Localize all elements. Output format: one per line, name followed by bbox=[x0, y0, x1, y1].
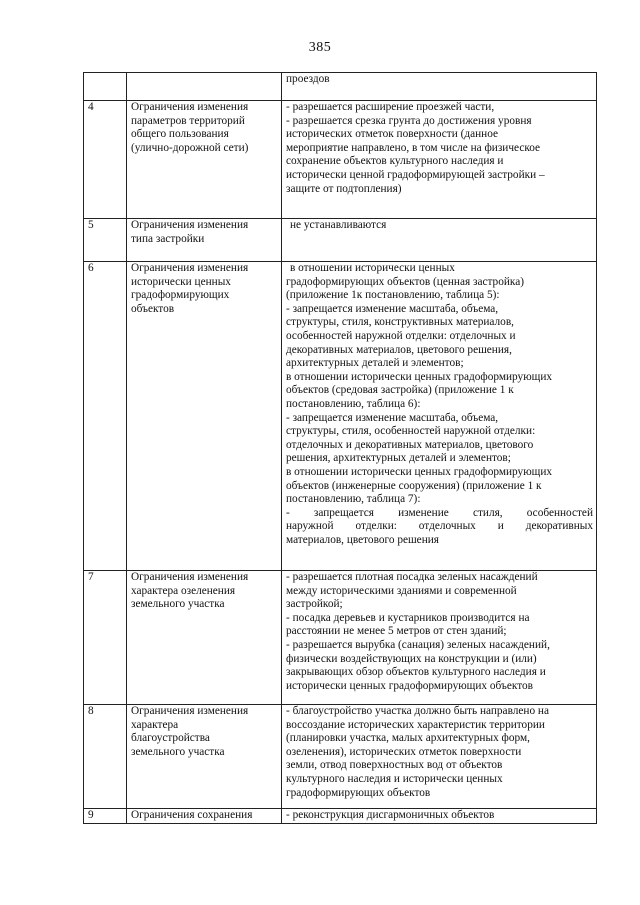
restriction-name-cell bbox=[127, 809, 282, 824]
table-row bbox=[84, 73, 597, 101]
desc-line: в отношении исторически ценных градоформирующих bbox=[286, 370, 553, 383]
name-line: Ограничения изменения bbox=[131, 571, 249, 583]
desc-line: постановлению, таблица 7): bbox=[286, 493, 421, 506]
desc-line: градоформирующих объектов bbox=[286, 786, 431, 799]
desc-line: - разрешается вырубка (санация) зеленых насаждений, bbox=[286, 638, 550, 651]
desc-line: градоформирующих объектов (ценная застройка) bbox=[286, 275, 524, 288]
table-row bbox=[84, 262, 597, 571]
desc-line: в отношении исторически ценных градоформирующих bbox=[286, 465, 553, 478]
row-number-cell: 5 bbox=[84, 219, 127, 262]
desc-line: исторически ценных градоформирующих объектов bbox=[286, 679, 533, 692]
restriction-name-cell bbox=[127, 101, 282, 219]
desc-line: материалов, цветового решения bbox=[286, 533, 439, 546]
desc-line: (планировки участка, малых архитектурных форм, bbox=[286, 732, 530, 745]
restriction-name-cell bbox=[127, 219, 282, 262]
name-line: Ограничения изменения bbox=[131, 705, 249, 717]
desc-line: постановлению, таблица 6): bbox=[286, 397, 421, 410]
desc-line: объектов (инженерные сооружения) (приложение 1 к bbox=[286, 479, 542, 492]
restriction-desc-cell bbox=[282, 705, 597, 809]
restriction-desc-cell bbox=[282, 219, 597, 262]
table-row bbox=[84, 809, 597, 824]
desc-line: - благоустройство участка должно быть направлено на bbox=[286, 705, 549, 717]
name-line: Ограничения сохранения bbox=[131, 809, 253, 821]
desc-line: структуры, стиля, особенностей наружной отделки: bbox=[286, 425, 536, 438]
name-line: типа застройки bbox=[131, 232, 205, 245]
restriction-desc-cell bbox=[282, 73, 597, 101]
restriction-name-cell bbox=[127, 262, 282, 571]
table-row bbox=[84, 705, 597, 809]
name-line: земельного участка bbox=[131, 598, 225, 611]
row-number-cell: 4 bbox=[84, 101, 127, 219]
desc-line: проездов bbox=[286, 73, 330, 85]
row-number-cell: 7 bbox=[84, 571, 127, 705]
desc-line: декоративных материалов, цветового решения, bbox=[286, 343, 512, 356]
desc-line: земли, отвод поверхностных вод от объектов bbox=[286, 759, 503, 772]
row-number-cell: 6 bbox=[84, 262, 127, 571]
page-number: 385 bbox=[308, 40, 332, 55]
desc-line: особенностей наружной отделки: отделочных и bbox=[286, 329, 516, 342]
name-line: характера bbox=[131, 718, 179, 731]
desc-line: отделочных и декоративных материалов, цветового bbox=[286, 438, 534, 451]
desc-line: между историческими зданиями и современной bbox=[286, 584, 517, 597]
desc-line: застройкой; bbox=[286, 598, 343, 611]
desc-line: не устанавливаются bbox=[290, 219, 387, 231]
desc-line: исторических отметок поверхности (данное bbox=[286, 128, 499, 141]
desc-line: - посадка деревьев и кустарников производится на bbox=[286, 611, 530, 624]
name-line: земельного участка bbox=[131, 745, 225, 758]
desc-line: - разрешается плотная посадка зеленых насаждений bbox=[286, 571, 538, 583]
desc-line: закрывающих обзор объектов культурного наследия и bbox=[286, 666, 546, 679]
restriction-desc-cell bbox=[282, 262, 597, 571]
desc-line: объектов (средовая застройка) (приложение 1 к bbox=[286, 384, 514, 397]
table-row bbox=[84, 571, 597, 705]
row-number-cell bbox=[84, 73, 127, 101]
row-number-cell: 8 bbox=[84, 705, 127, 809]
name-line: объектов bbox=[131, 302, 175, 315]
desc-line: культурного наследия и исторически ценных bbox=[286, 772, 503, 785]
table-row bbox=[84, 219, 597, 262]
desc-line: - разрешается срезка грунта до достижения уровня bbox=[286, 114, 532, 127]
desc-line: защите от подтопления) bbox=[286, 182, 402, 195]
restriction-name-cell bbox=[127, 705, 282, 809]
desc-line: (приложение 1к постановлению, таблица 5): bbox=[286, 289, 500, 302]
name-line: параметров территорий bbox=[131, 114, 245, 127]
desc-line: архитектурных деталей и элементов; bbox=[286, 357, 464, 370]
desc-line: мероприятие направлено, в том числе на физическое bbox=[286, 141, 541, 154]
name-line: (улично-дорожной сети) bbox=[131, 141, 249, 154]
name-line: общего пользования bbox=[131, 128, 229, 141]
desc-line: сохранение объектов культурного наследия и bbox=[286, 155, 504, 168]
desc-line: - реконструкция дисгармоничных объектов bbox=[286, 809, 495, 821]
row-number-cell: 9 bbox=[84, 809, 127, 824]
restriction-name-cell bbox=[127, 571, 282, 705]
restrictions-table bbox=[83, 72, 597, 824]
restriction-desc-cell bbox=[282, 101, 597, 219]
desc-line: физически воздействующих на конструкции и (или) bbox=[286, 652, 537, 665]
name-line: благоустройства bbox=[131, 732, 210, 745]
name-line: Ограничения изменения bbox=[131, 101, 249, 113]
desc-line: в отношении исторически ценных bbox=[290, 262, 455, 274]
name-line: Ограничения изменения bbox=[131, 219, 249, 231]
name-line: исторически ценных bbox=[131, 275, 231, 288]
desc-line: наружной отделки: отделочных и декоративных bbox=[286, 520, 593, 533]
restriction-name-cell bbox=[127, 73, 282, 101]
desc-line: озеленения), исторических отметок поверхности bbox=[286, 745, 522, 758]
desc-line: решения, архитектурных деталей и элементов; bbox=[286, 452, 511, 465]
desc-line: - запрещается изменение стиля, особенностей bbox=[286, 506, 593, 519]
desc-line: воссоздание исторических характеристик территории bbox=[286, 718, 545, 731]
desc-line: структуры, стиля, конструктивных материалов, bbox=[286, 316, 514, 329]
desc-line: исторически ценной градоформирующей застройки – bbox=[286, 168, 545, 181]
desc-line: - запрещается изменение масштаба, объема, bbox=[286, 302, 499, 315]
desc-line: - запрещается изменение масштаба, объема, bbox=[286, 411, 499, 424]
restriction-desc-cell bbox=[282, 571, 597, 705]
restriction-desc-cell bbox=[282, 809, 597, 824]
desc-line: - разрешается расширение проезжей части, bbox=[286, 101, 495, 113]
name-line: Ограничения изменения bbox=[131, 262, 249, 274]
name-line: характера озеленения bbox=[131, 584, 236, 597]
table-row bbox=[84, 101, 597, 219]
desc-line: расстоянии не менее 5 метров от стен зданий; bbox=[286, 625, 507, 638]
name-line: градоформирующих bbox=[131, 289, 230, 302]
